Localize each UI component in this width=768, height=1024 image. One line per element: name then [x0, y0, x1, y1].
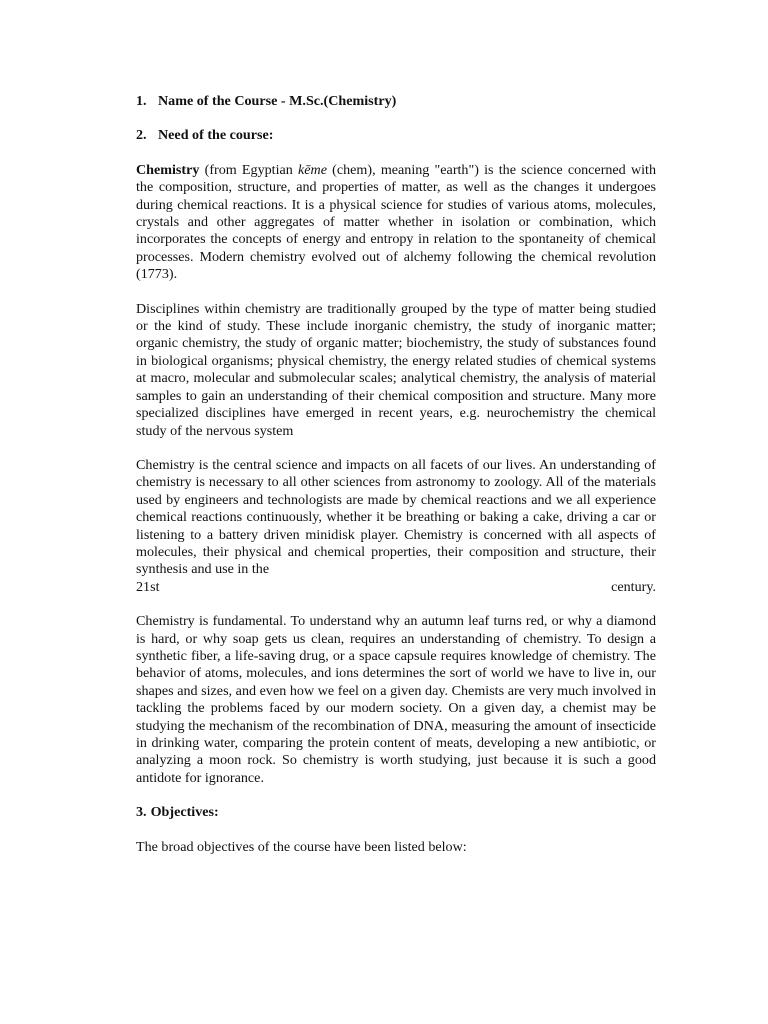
paragraph-foreign-term: kēme	[298, 161, 327, 178]
paragraph-chemistry-definition	[136, 162, 656, 284]
paragraph-text: (chem), meaning "earth") is the science concerned with the composition, structure, and properties of matter, as well as the changes it undergoes during chemical reactions. It is a physical science for studies of various atoms, molecules, crystals and other aggregates of matter whether in isolation or combination, which incorporates the concepts of energy and entropy in relation to the spontaneity of chemical processes. Modern chemistry evolved out of alchemy following the chemical revolution (1773).	[136, 161, 656, 283]
heading-text: Objectives:	[150, 804, 219, 821]
paragraph-last-line-right: century.	[611, 578, 656, 595]
paragraph-disciplines: Disciplines within chemistry are traditionally grouped by the type of matter being studied or the kind of study. These include inorganic chemistry, the study of inorganic matter; organic chemistry, the study of organic matter; biochemistry, the study of substances found in biological organisms; physical chemistry, the energy related studies of chemical systems at macro, molecular and submolecular scales; analytical chemistry, the analysis of material samples to gain an understanding of their chemical composition and structure. Many more specialized disciplines have emerged in recent years, e.g. neurochemistry the chemical study of the nervous system	[136, 300, 656, 439]
paragraph-last-line-left: 21st	[136, 578, 160, 595]
heading-text: Name of the Course - M.Sc.(Chemistry)	[158, 93, 397, 109]
paragraph-central-science	[136, 457, 656, 596]
heading-course-name	[136, 93, 656, 110]
paragraph-objectives-intro: The broad objectives of the course have been listed below:	[136, 838, 467, 855]
paragraph-last-line	[136, 579, 656, 596]
heading-number: 1.	[136, 93, 147, 109]
document-page	[136, 93, 656, 856]
heading-need-of-course	[136, 127, 656, 144]
paragraph-fundamental: Chemistry is fundamental. To understand why an autumn leaf turns red, or why a diamond is hard, or why soap gets us clean, requires an understanding of chemistry. To design a synthetic fiber, a life-saving drug, or a space capsule requires knowledge of chemistry. The behavior of atoms, molecules, and ions determines the sort of world we have to live in, our shapes and sizes, and even how we feel on a given day. Chemists are very much involved in tackling the problems faced by our modern society. On a given day, a chemist may be studying the mechanism of the recombination of DNA, measuring the amount of insecticide in drinking water, comparing the protein content of meats, developing a new antibiotic, or analyzing a moon rock. So chemistry is worth studying, just because it is such a good antidote for ignorance.	[136, 613, 656, 786]
heading-objectives	[136, 804, 656, 821]
paragraph-text: (from Egyptian	[199, 161, 299, 178]
heading-number: 3.	[136, 804, 147, 821]
paragraph-lead-term: Chemistry	[136, 161, 200, 178]
heading-number: 2.	[136, 127, 147, 144]
heading-text: Need of the course:	[158, 127, 274, 144]
paragraph-text: Chemistry is the central science and impacts on all facets of our lives. An understanding of chemistry is necessary to all other sciences from astronomy to zoology. All of the materials used by engineers and technologists are made by chemical reactions and we all experience chemical reactions continuously, whether it be breathing or baking a cake, driving a car or listening to a battery driven minidisk player. Chemistry is concerned with all aspects of molecules, their physical and chemical properties, their composition and structure, their synthesis and use in the	[136, 456, 656, 578]
